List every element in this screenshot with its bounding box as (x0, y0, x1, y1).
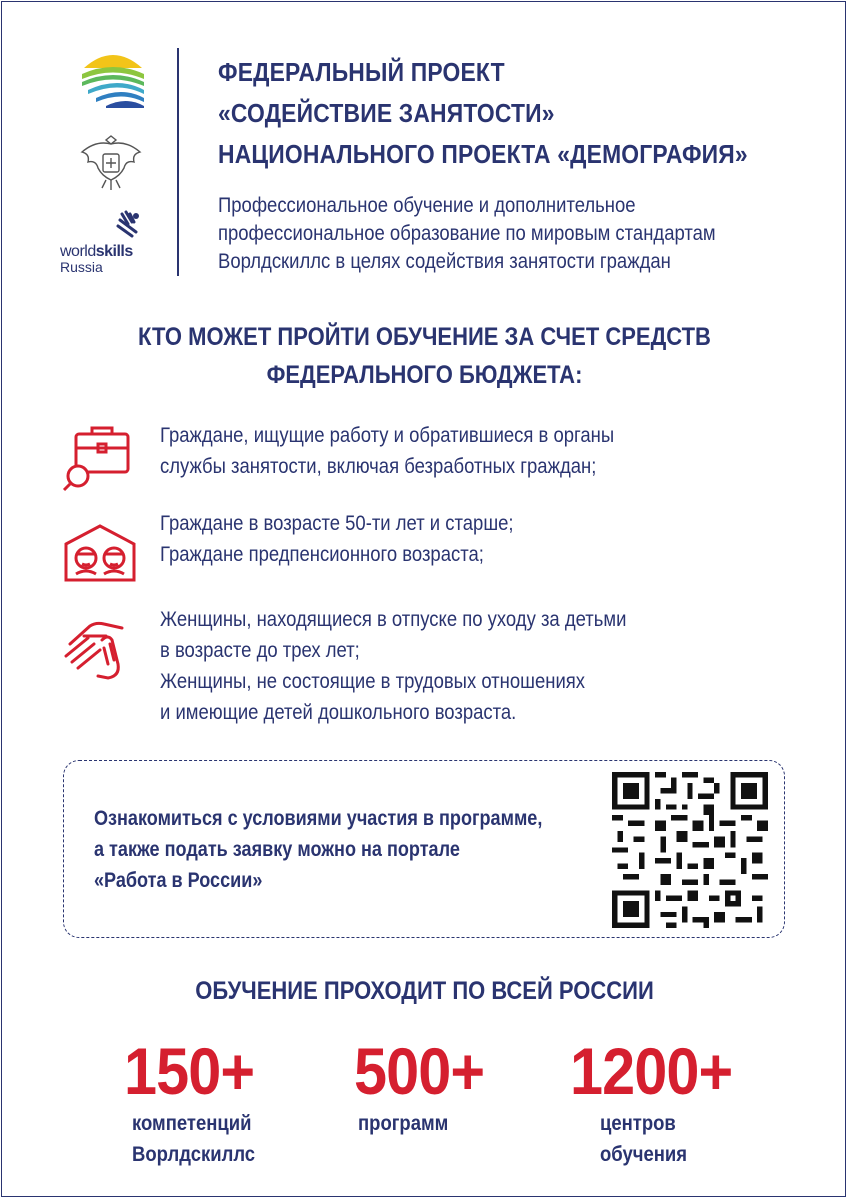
project-title-line: ФЕДЕРАЛЬНЫЙ ПРОЕКТ (218, 57, 505, 87)
stat-centers (570, 1034, 750, 1170)
stat-competencies (124, 1034, 272, 1170)
stat-label-line: компетенций (132, 1112, 252, 1135)
eligibility-text-line: службы занятости, включая безработных граждан; (160, 455, 597, 478)
project-title-line: НАЦИОНАЛЬНОГО ПРОЕКТА «ДЕМОГРАФИЯ» (218, 139, 748, 169)
portal-text-line[interactable]: «Работа в России» (94, 869, 263, 892)
header-divider (177, 48, 179, 276)
qr-code-icon[interactable] (612, 772, 768, 928)
portal-info-text (94, 803, 576, 896)
stat-number: 150+ (124, 1034, 255, 1108)
eligibility-item-text (160, 508, 723, 570)
stat-label-line: обучения (600, 1143, 688, 1166)
eligibility-text-line: Граждане предпенсионного возраста; (160, 543, 484, 566)
project-subtitle-line: Профессиональное обучение и дополнительное (218, 194, 636, 217)
eligibility-text-line: Граждане, ищущие работу и обратившиеся в органы (160, 424, 615, 447)
project-subtitle-line: Ворлдскиллс в целях содействия занятости граждан (218, 250, 671, 273)
sun-waves-logo-icon (78, 46, 148, 108)
worldskills-logo (60, 210, 170, 275)
portal-text-line: а также подать заявку можно на портале (94, 838, 460, 861)
stat-label-line: центров (600, 1112, 676, 1135)
project-title (218, 52, 746, 175)
eligibility-text-line: Граждане в возрасте 50-ти лет и старше; (160, 512, 514, 535)
briefcase-search-icon (60, 420, 140, 500)
eligibility-text-line: и имеющие детей дошкольного возраста. (160, 701, 517, 724)
stat-label-line: программ (358, 1112, 449, 1135)
stat-number: 500+ (354, 1034, 485, 1108)
hands-icon (60, 604, 140, 684)
eligibility-text-line: Женщины, находящиеся в отпуске по уходу за детьми (160, 608, 627, 631)
worldskills-figure-icon (114, 210, 144, 238)
portal-text-line: Ознакомиться с условиями участия в программе, (94, 807, 543, 830)
eligibility-heading-line: КТО МОЖЕТ ПРОЙТИ ОБУЧЕНИЕ ЗА СЧЕТ СРЕДСТВ (138, 323, 711, 351)
coverage-heading: ОБУЧЕНИЕ ПРОХОДИТ ПО ВСЕЙ РОССИИ (195, 977, 654, 1005)
eligibility-heading (51, 318, 798, 394)
project-subtitle (218, 192, 764, 276)
eligibility-item-text (160, 604, 723, 728)
project-subtitle-line: профессиональное образование по мировым стандартам (218, 222, 716, 245)
stat-programs (354, 1034, 499, 1139)
eligibility-item-text (160, 420, 723, 482)
stat-number: 1200+ (570, 1034, 733, 1108)
eligibility-text-line: в возрасте до трех лет; (160, 639, 360, 662)
eligibility-text-line: Женщины, не состоящие в трудовых отношениях (160, 670, 586, 693)
worldskills-wordmark: worldskills (60, 243, 133, 260)
project-title-line: «СОДЕЙСТВИЕ ЗАНЯТОСТИ» (218, 98, 555, 128)
eligibility-heading-line: ФЕДЕРАЛЬНОГО БЮДЖЕТА: (266, 361, 583, 389)
worldskills-region: Russia (60, 259, 103, 275)
seniors-icon (60, 508, 140, 588)
coat-of-arms-icon (76, 130, 146, 196)
stat-label-line: Ворлдскиллс (132, 1143, 256, 1166)
